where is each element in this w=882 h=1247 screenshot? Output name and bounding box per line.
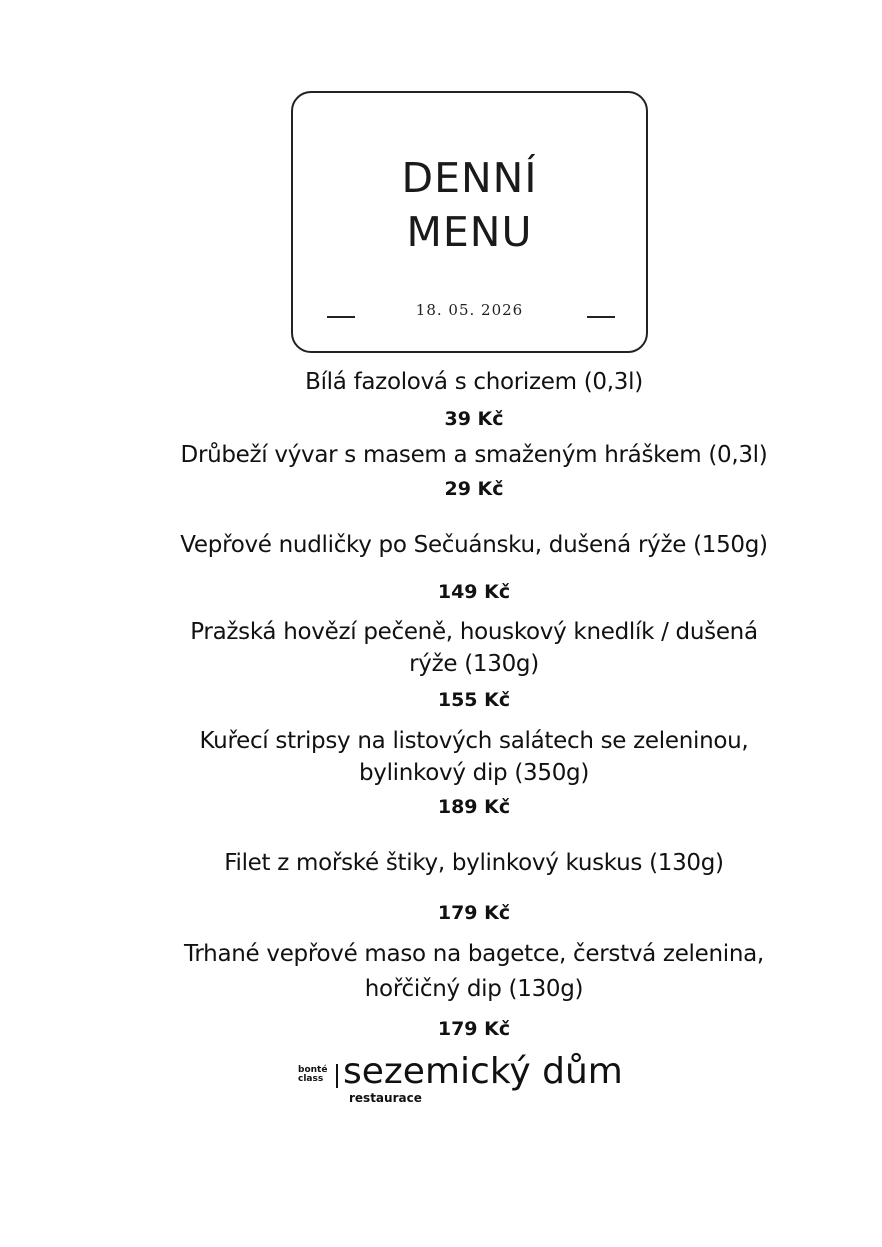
menu-date: 18. 05. 2026 [415, 301, 524, 319]
menu-title [293, 151, 646, 259]
menu-item-price: 149 Kč [437, 581, 511, 603]
menu-item-price: 155 Kč [437, 689, 511, 711]
menu-item-name-cont: bylinkový dip (350g) [358, 760, 590, 786]
menu-item-name: Drůbeží vývar s masem a smaženým hráškem (0,3l) [180, 442, 768, 468]
menu-item-price: 189 Kč [437, 796, 511, 818]
menu-item-price: 29 Kč [444, 478, 504, 500]
logo-brand-line2: class [298, 1074, 324, 1084]
menu-item-price: 179 Kč [437, 902, 511, 924]
logo-divider [336, 1064, 338, 1088]
restaurant-logo [298, 1051, 658, 1110]
menu-item-name-cont: hořčičný dip (130g) [364, 976, 584, 1002]
logo-subtitle: restaurace [349, 1091, 422, 1105]
logo-brand-line1: bonté [298, 1065, 328, 1075]
menu-item-name: Trhané vepřové maso na bagetce, čerstvá zelenina, [184, 941, 764, 967]
menu-item-name-cont: rýže (130g) [409, 651, 539, 677]
menu-item-name: Vepřové nudličky po Sečuánsku, dušená rýže (150g) [180, 532, 768, 558]
menu-item-name: Pražská hovězí pečeně, houskový knedlík / dušená [190, 619, 758, 645]
menu-title-line2: MENU [406, 208, 533, 256]
menu-item-price: 179 Kč [437, 1018, 511, 1040]
menu-item-name: Kuřecí stripsy na listových salátech se zeleninou, [199, 728, 749, 754]
menu-item-name: Filet z mořské štiky, bylinkový kuskus (130g) [224, 850, 724, 876]
logo-name: sezemický dům [343, 1051, 623, 1092]
menu-header-box [291, 91, 648, 353]
logo-brand-small [298, 1066, 327, 1084]
menu-title-line1: DENNÍ [401, 154, 538, 202]
menu-item-name: Bílá fazolová s chorizem (0,3l) [305, 369, 643, 395]
menu-item-price: 39 Kč [444, 408, 504, 430]
right-dash-divider [587, 316, 615, 318]
